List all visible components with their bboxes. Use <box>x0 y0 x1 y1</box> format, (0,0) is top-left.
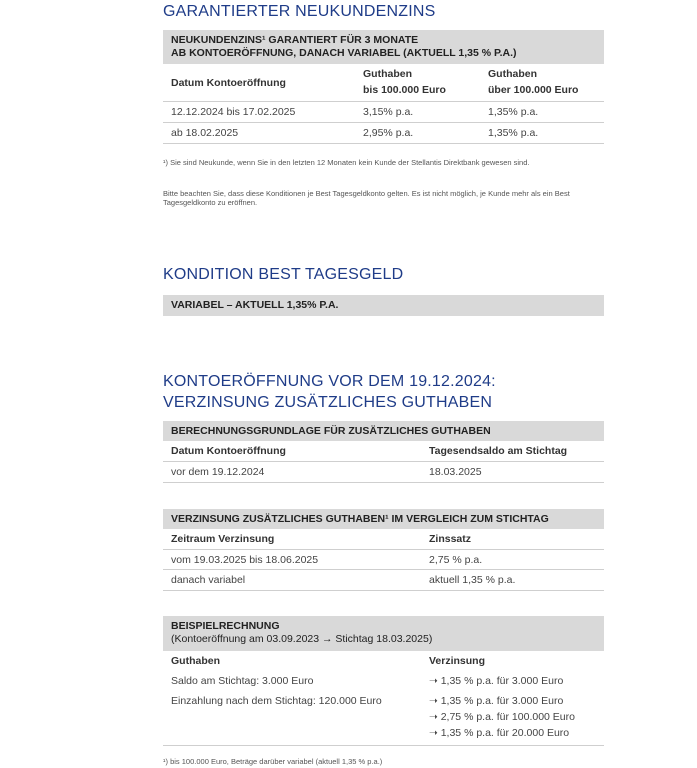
table-cell: Saldo am Stichtag: 3.000 Euro <box>171 675 314 687</box>
section-title: KONDITION BEST TAGESGELD <box>163 266 404 283</box>
table-cell <box>421 690 604 745</box>
table-cell: aktuell 1,35 % p.a. <box>429 574 516 586</box>
header-line: bis 100.000 Euro <box>363 84 446 96</box>
table-cell: 2,95% p.a. <box>363 127 414 139</box>
table-row <box>163 123 604 144</box>
bar-line: BEISPIELRECHNUNG <box>171 620 280 632</box>
header-cell: Verzinsung <box>429 655 486 667</box>
table-row <box>163 570 604 591</box>
table-row <box>163 102 604 123</box>
table-cell: ➝ 1,35 % p.a. für 3.000 Euro <box>429 675 564 687</box>
table-header-row <box>163 651 604 671</box>
table-cell: vor dem 19.12.2024 <box>171 466 265 478</box>
section-title <box>163 371 496 413</box>
header-cell <box>355 64 480 101</box>
header-line: Guthaben <box>363 68 412 80</box>
section-header-bar <box>163 30 604 64</box>
footnote: Bitte beachten Sie, dass diese Konditionen je Best Tagesgeldkonto gelten. Es ist nicht möglich, je Kunde mehr als ein Best Tagesgeldkonto zu eröffnen. <box>163 189 570 207</box>
table-row <box>163 690 604 746</box>
table-cell: Einzahlung nach dem Stichtag: 120.000 Euro <box>171 695 382 707</box>
footnote: ¹) Sie sind Neukunde, wenn Sie in den letzten 12 Monaten kein Kunde der Stellantis Direktbank gewesen sind. <box>163 158 530 167</box>
interest-line: ➝ 2,75 % p.a. für 100.000 Euro <box>429 711 575 723</box>
table-header-row <box>163 441 604 462</box>
section-header-bar: VARIABEL – AKTUELL 1,35% P.A. <box>163 295 604 316</box>
bar-line: NEUKUNDENZINS¹ GARANTIERT FÜR 3 MONATE <box>171 34 419 46</box>
header-line: Guthaben <box>488 68 537 80</box>
footnote: ¹) bis 100.000 Euro, Beträge darüber variabel (aktuell 1,35 % p.a.) <box>163 757 383 766</box>
title-line: KONTOERÖFFNUNG VOR DEM 19.12.2024: <box>163 373 496 390</box>
table-row <box>163 462 604 483</box>
table-row <box>163 550 604 570</box>
header-cell: Tagesendsaldo am Stichtag <box>429 445 568 457</box>
table-cell: 2,75 % p.a. <box>429 554 483 566</box>
interest-line: ➝ 1,35 % p.a. für 3.000 Euro <box>429 695 564 707</box>
header-cell: Datum Kontoeröffnung <box>171 445 286 457</box>
bar-subline: (Kontoeröffnung am 03.09.2023 → Stichtag 18.03.2025) <box>171 633 433 645</box>
section-header-bar: VERZINSUNG ZUSÄTZLICHES GUTHABEN¹ IM VERGLEICH ZUM STICHTAG <box>163 509 604 529</box>
header-cell: Guthaben <box>171 655 220 667</box>
header-cell <box>480 64 604 101</box>
header-cell: Zeitraum Verzinsung <box>171 533 275 545</box>
title-line: VERZINSUNG ZUSÄTZLICHES GUTHABEN <box>163 394 493 411</box>
table-cell: danach variabel <box>171 574 246 586</box>
table-cell: 18.03.2025 <box>429 466 482 478</box>
header-line: über 100.000 Euro <box>488 84 579 96</box>
interest-line: ➝ 1,35 % p.a. für 20.000 Euro <box>429 727 570 739</box>
table-cell: 3,15% p.a. <box>363 106 414 118</box>
table-cell: vom 19.03.2025 bis 18.06.2025 <box>171 554 319 566</box>
header-cell: Zinssatz <box>429 533 472 545</box>
table-header-row <box>163 529 604 550</box>
section-header-bar <box>163 616 604 651</box>
section-header-bar: BERECHNUNGSGRUNDLAGE FÜR ZUSÄTZLICHES GUTHABEN <box>163 421 604 441</box>
table-cell: 12.12.2024 bis 17.02.2025 <box>171 106 296 118</box>
section-title: GARANTIERTER NEUKUNDENZINS <box>163 3 436 20</box>
table-cell: 1,35% p.a. <box>488 106 539 118</box>
table-cell: 1,35% p.a. <box>488 127 539 139</box>
header-cell: Datum Kontoeröffnung <box>171 77 286 89</box>
table-row <box>163 671 604 690</box>
bar-line: AB KONTOERÖFFNUNG, DANACH VARIABEL (AKTUELL 1,35 % P.A.) <box>171 47 517 59</box>
table-cell: ab 18.02.2025 <box>171 127 239 139</box>
table-header-row <box>163 64 604 102</box>
